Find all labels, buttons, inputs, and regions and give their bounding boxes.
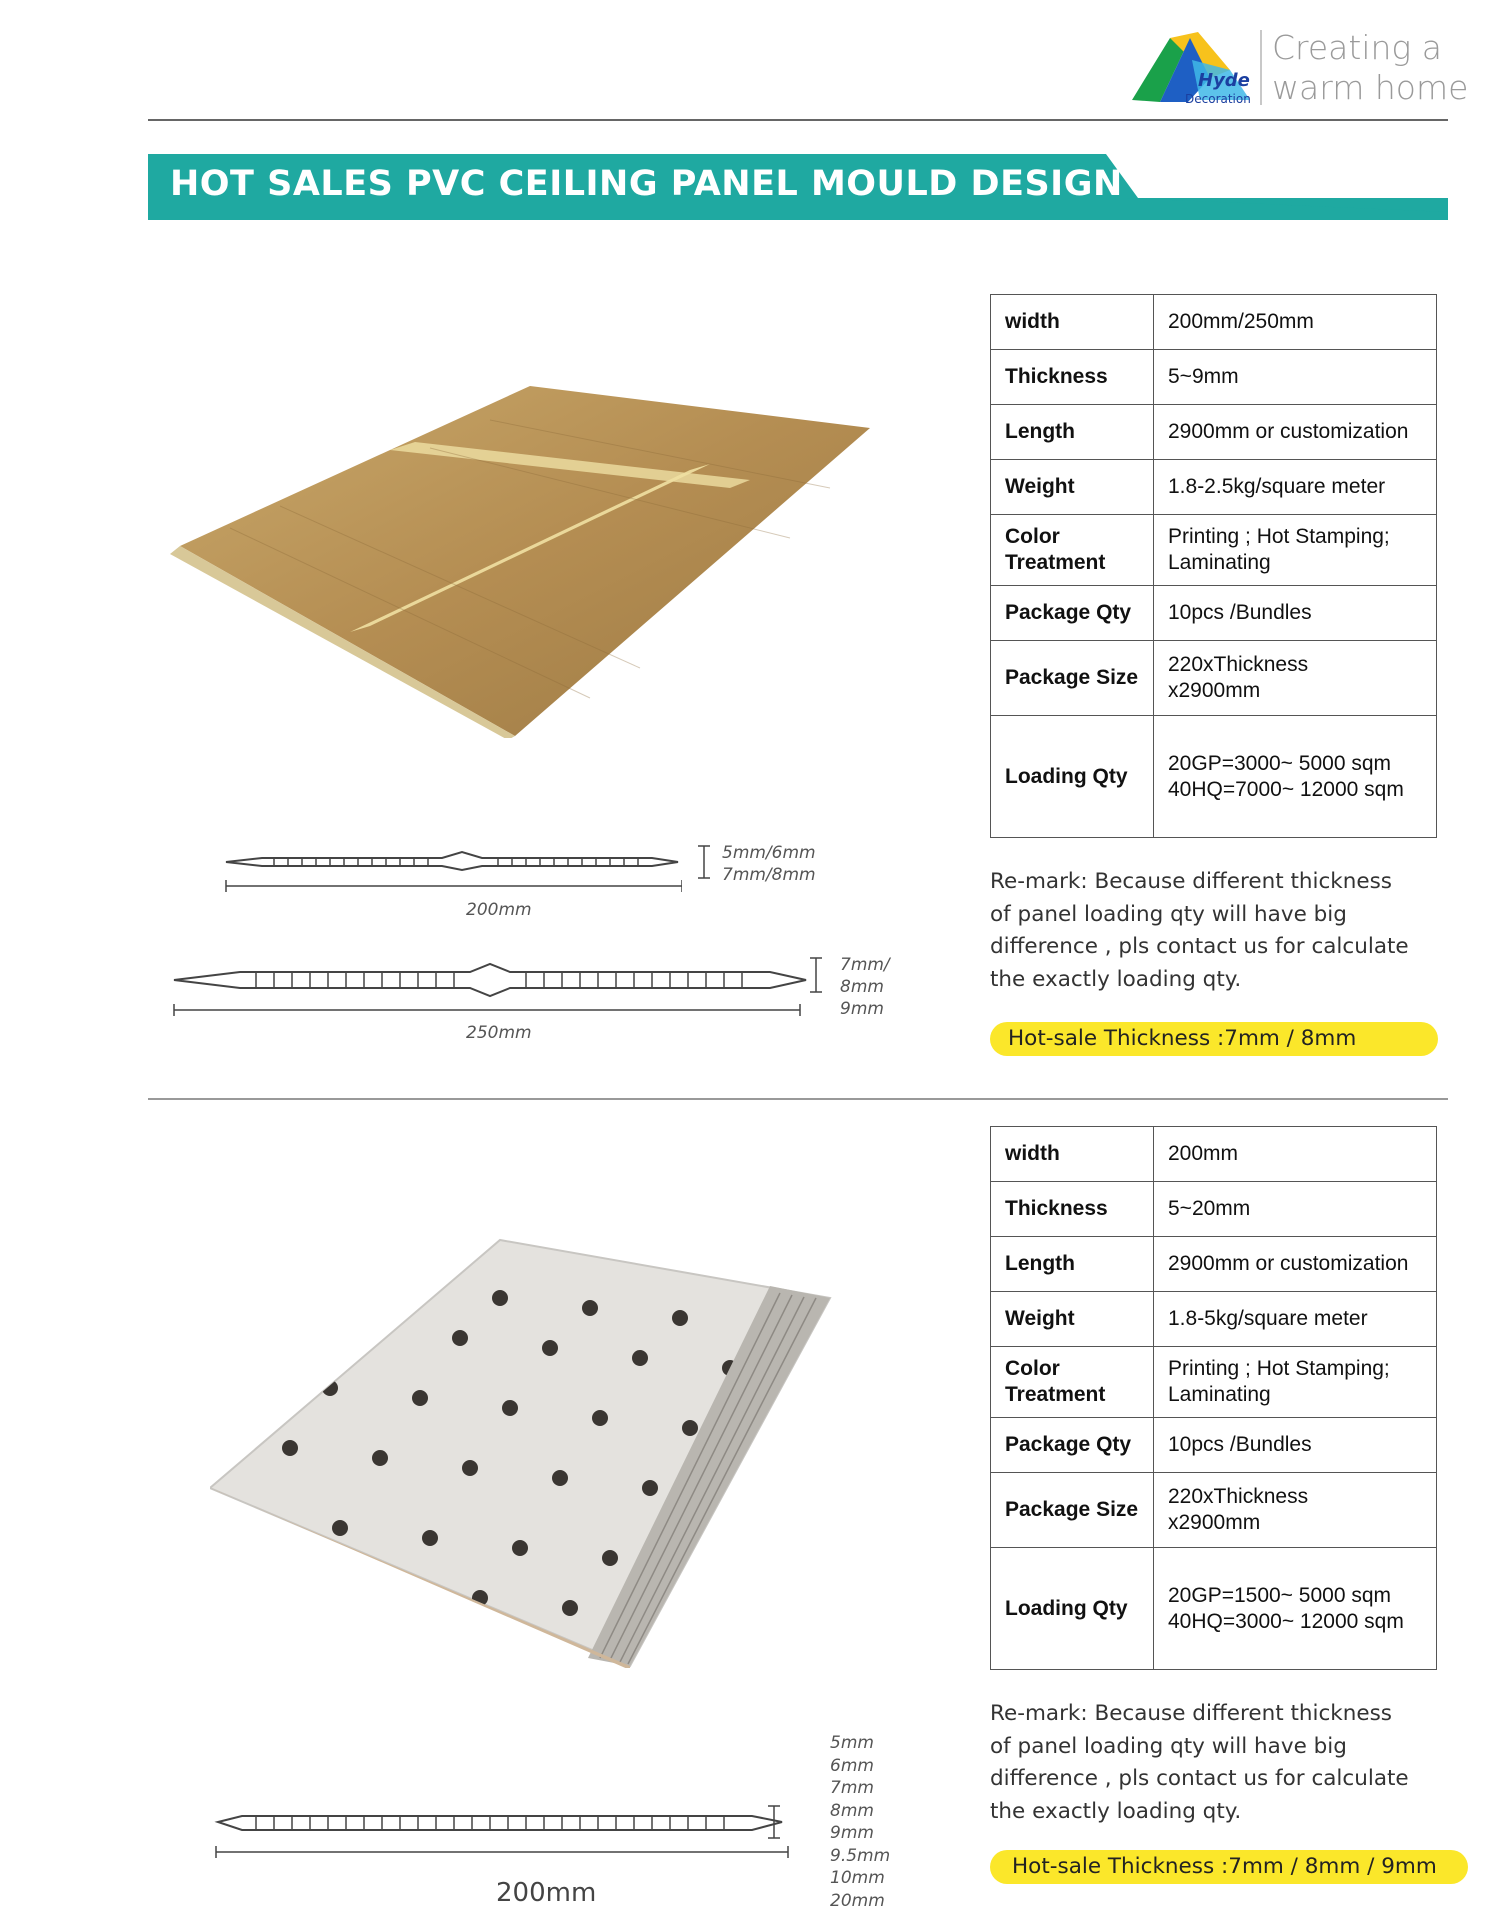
profile-c-width: 200mm <box>496 1878 597 1908</box>
profile-a-thickness <box>722 842 816 886</box>
spec-value-line: x2900mm <box>1168 679 1261 702</box>
thickness-marker-icon <box>806 956 826 994</box>
thickness-option: 20mm <box>830 1890 885 1911</box>
spec-value <box>1154 1548 1437 1670</box>
remark-1 <box>990 866 1430 996</box>
remark-line: Re-mark: Because different thickness <box>990 1701 1393 1726</box>
spec-value: 200mm/250mm <box>1154 295 1437 350</box>
profile-a-thickness-line-2: 7mm/8mm <box>722 865 816 885</box>
remark-line: difference , pls contact us for calculate <box>990 1766 1409 1791</box>
spec-label: Package Qty <box>991 1418 1154 1473</box>
spec-value-line: Printing ; Hot Stamping; <box>1168 1357 1390 1380</box>
spec-label-line: Treatment <box>1005 551 1106 574</box>
thickness-marker-icon <box>694 844 714 880</box>
spec-value: 1.8-2.5kg/square meter <box>1154 460 1437 515</box>
spec-row-package-size <box>991 641 1437 716</box>
tile-pattern-panel-image <box>210 1238 840 1668</box>
hot-sale-badge-2: Hot-sale Thickness :7mm / 8mm / 9mm <box>990 1850 1468 1884</box>
profile-b-width: 250mm <box>466 1023 532 1043</box>
spec-row-length <box>991 1237 1437 1292</box>
thickness-option: 8mm <box>830 1800 874 1821</box>
tagline-line-2: warm home <box>1272 68 1469 107</box>
spec-row-package-qty <box>991 586 1437 641</box>
remark-line: of panel loading qty will have big <box>990 901 1347 927</box>
spec-label-line: Treatment <box>1005 1383 1106 1406</box>
profile-b-thickness <box>840 954 890 1020</box>
profile-250mm-drawing <box>170 958 810 1018</box>
tagline <box>1272 28 1468 108</box>
spec-value: 2900mm or customization <box>1154 1237 1437 1292</box>
thickness-option: 9.5mm <box>830 1845 891 1866</box>
spec-label: Weight <box>991 1292 1154 1347</box>
spec-value: 5~20mm <box>1154 1182 1437 1237</box>
remark-line: of panel loading qty will have big <box>990 1733 1347 1759</box>
spec-row-color-treatment <box>991 515 1437 586</box>
spec-value-line: 20GP=3000~ 5000 sqm <box>1168 751 1392 775</box>
spec-value <box>1154 1347 1437 1418</box>
company-logo <box>1130 30 1260 110</box>
spec-value <box>1154 515 1437 586</box>
section-divider <box>148 1098 1448 1100</box>
spec-row-color-treatment <box>991 1347 1437 1418</box>
spec-label: Length <box>991 405 1154 460</box>
profile-a-thickness-line-1: 5mm/6mm <box>722 843 816 863</box>
wood-panel-image <box>170 368 870 738</box>
profile-b-thickness-line-1: 7mm/ <box>840 955 890 975</box>
thickness-option: 6mm <box>830 1755 874 1776</box>
remark-line: Re-mark: Because different thickness <box>990 869 1393 894</box>
spec-table-1 <box>990 294 1437 838</box>
spec-row-thickness <box>991 350 1437 405</box>
spec-value-line: 220xThickness <box>1168 653 1309 676</box>
tagline-divider <box>1260 30 1262 105</box>
spec-value: 200mm <box>1154 1127 1437 1182</box>
spec-value <box>1154 1473 1437 1548</box>
spec-value-line: Laminating <box>1168 551 1271 574</box>
spec-label: Weight <box>991 460 1154 515</box>
spec-value-line: Printing ; Hot Stamping; <box>1168 525 1390 548</box>
profile-b-thickness-line-3: 9mm <box>840 999 884 1019</box>
thickness-option: 10mm <box>830 1868 885 1888</box>
spec-row-width <box>991 295 1437 350</box>
spec-value <box>1154 716 1437 838</box>
spec-label: Thickness <box>991 350 1154 405</box>
spec-row-loading-qty <box>991 716 1437 838</box>
hot-sale-badge-1: Hot-sale Thickness :7mm / 8mm <box>990 1022 1438 1056</box>
remark-2 <box>990 1698 1430 1828</box>
profile-c-thickness-options <box>830 1732 890 1912</box>
spec-row-loading-qty <box>991 1548 1437 1670</box>
spec-value: 2900mm or customization <box>1154 405 1437 460</box>
spec-label <box>991 515 1154 586</box>
spec-row-package-size <box>991 1473 1437 1548</box>
spec-value: 10pcs /Bundles <box>1154 586 1437 641</box>
spec-label-line: Color <box>1005 525 1060 548</box>
spec-row-weight <box>991 1292 1437 1347</box>
spec-value-line: 40HQ=3000~ 12000 sqm <box>1168 1609 1404 1633</box>
spec-label: Thickness <box>991 1182 1154 1237</box>
thickness-option: 9mm <box>830 1823 874 1843</box>
spec-value-line: x2900mm <box>1168 1511 1261 1534</box>
thickness-marker-icon <box>764 1804 784 1840</box>
spec-row-length <box>991 405 1437 460</box>
tagline-line-1: Creating a <box>1272 28 1442 67</box>
spec-label: Package Qty <box>991 586 1154 641</box>
remark-line: the exactly loading qty. <box>990 1798 1242 1824</box>
spec-row-weight <box>991 460 1437 515</box>
spec-value-line: Laminating <box>1168 1383 1271 1406</box>
remark-line: the exactly loading qty. <box>990 966 1242 992</box>
spec-label: Package Size <box>991 1473 1154 1548</box>
header-rule <box>148 119 1448 121</box>
spec-label-line: Color <box>1005 1357 1060 1380</box>
spec-row-package-qty <box>991 1418 1437 1473</box>
profile-b-thickness-line-2: 8mm <box>840 977 884 997</box>
spec-value-line: 20GP=1500~ 5000 sqm <box>1168 1583 1392 1607</box>
spec-value-line: 40HQ=7000~ 12000 sqm <box>1168 777 1404 801</box>
spec-value: 10pcs /Bundles <box>1154 1418 1437 1473</box>
spec-value <box>1154 641 1437 716</box>
spec-value: 1.8-5kg/square meter <box>1154 1292 1437 1347</box>
remark-line: difference , pls contact us for calculate <box>990 934 1409 959</box>
spec-label: width <box>991 295 1154 350</box>
logo-brand: Hyde <box>1198 70 1250 91</box>
page-title: HOT SALES PVC CEILING PANEL MOULD DESIGN <box>170 164 1123 204</box>
spec-label <box>991 1347 1154 1418</box>
spec-label: Loading Qty <box>991 1548 1154 1670</box>
profile-200mm-drawing-2 <box>212 1808 792 1868</box>
spec-label: Length <box>991 1237 1154 1292</box>
spec-value: 5~9mm <box>1154 350 1437 405</box>
profile-a-width: 200mm <box>466 900 532 920</box>
spec-row-width <box>991 1127 1437 1182</box>
thickness-option: 5mm <box>830 1733 874 1753</box>
spec-table-2 <box>990 1126 1437 1670</box>
spec-row-thickness <box>991 1182 1437 1237</box>
spec-label: Package Size <box>991 641 1154 716</box>
spec-value-line: 220xThickness <box>1168 1485 1309 1508</box>
spec-label: Loading Qty <box>991 716 1154 838</box>
thickness-option: 7mm <box>830 1778 874 1798</box>
spec-label: width <box>991 1127 1154 1182</box>
logo-sub: Decoration <box>1185 92 1251 106</box>
profile-200mm-drawing <box>222 848 682 896</box>
